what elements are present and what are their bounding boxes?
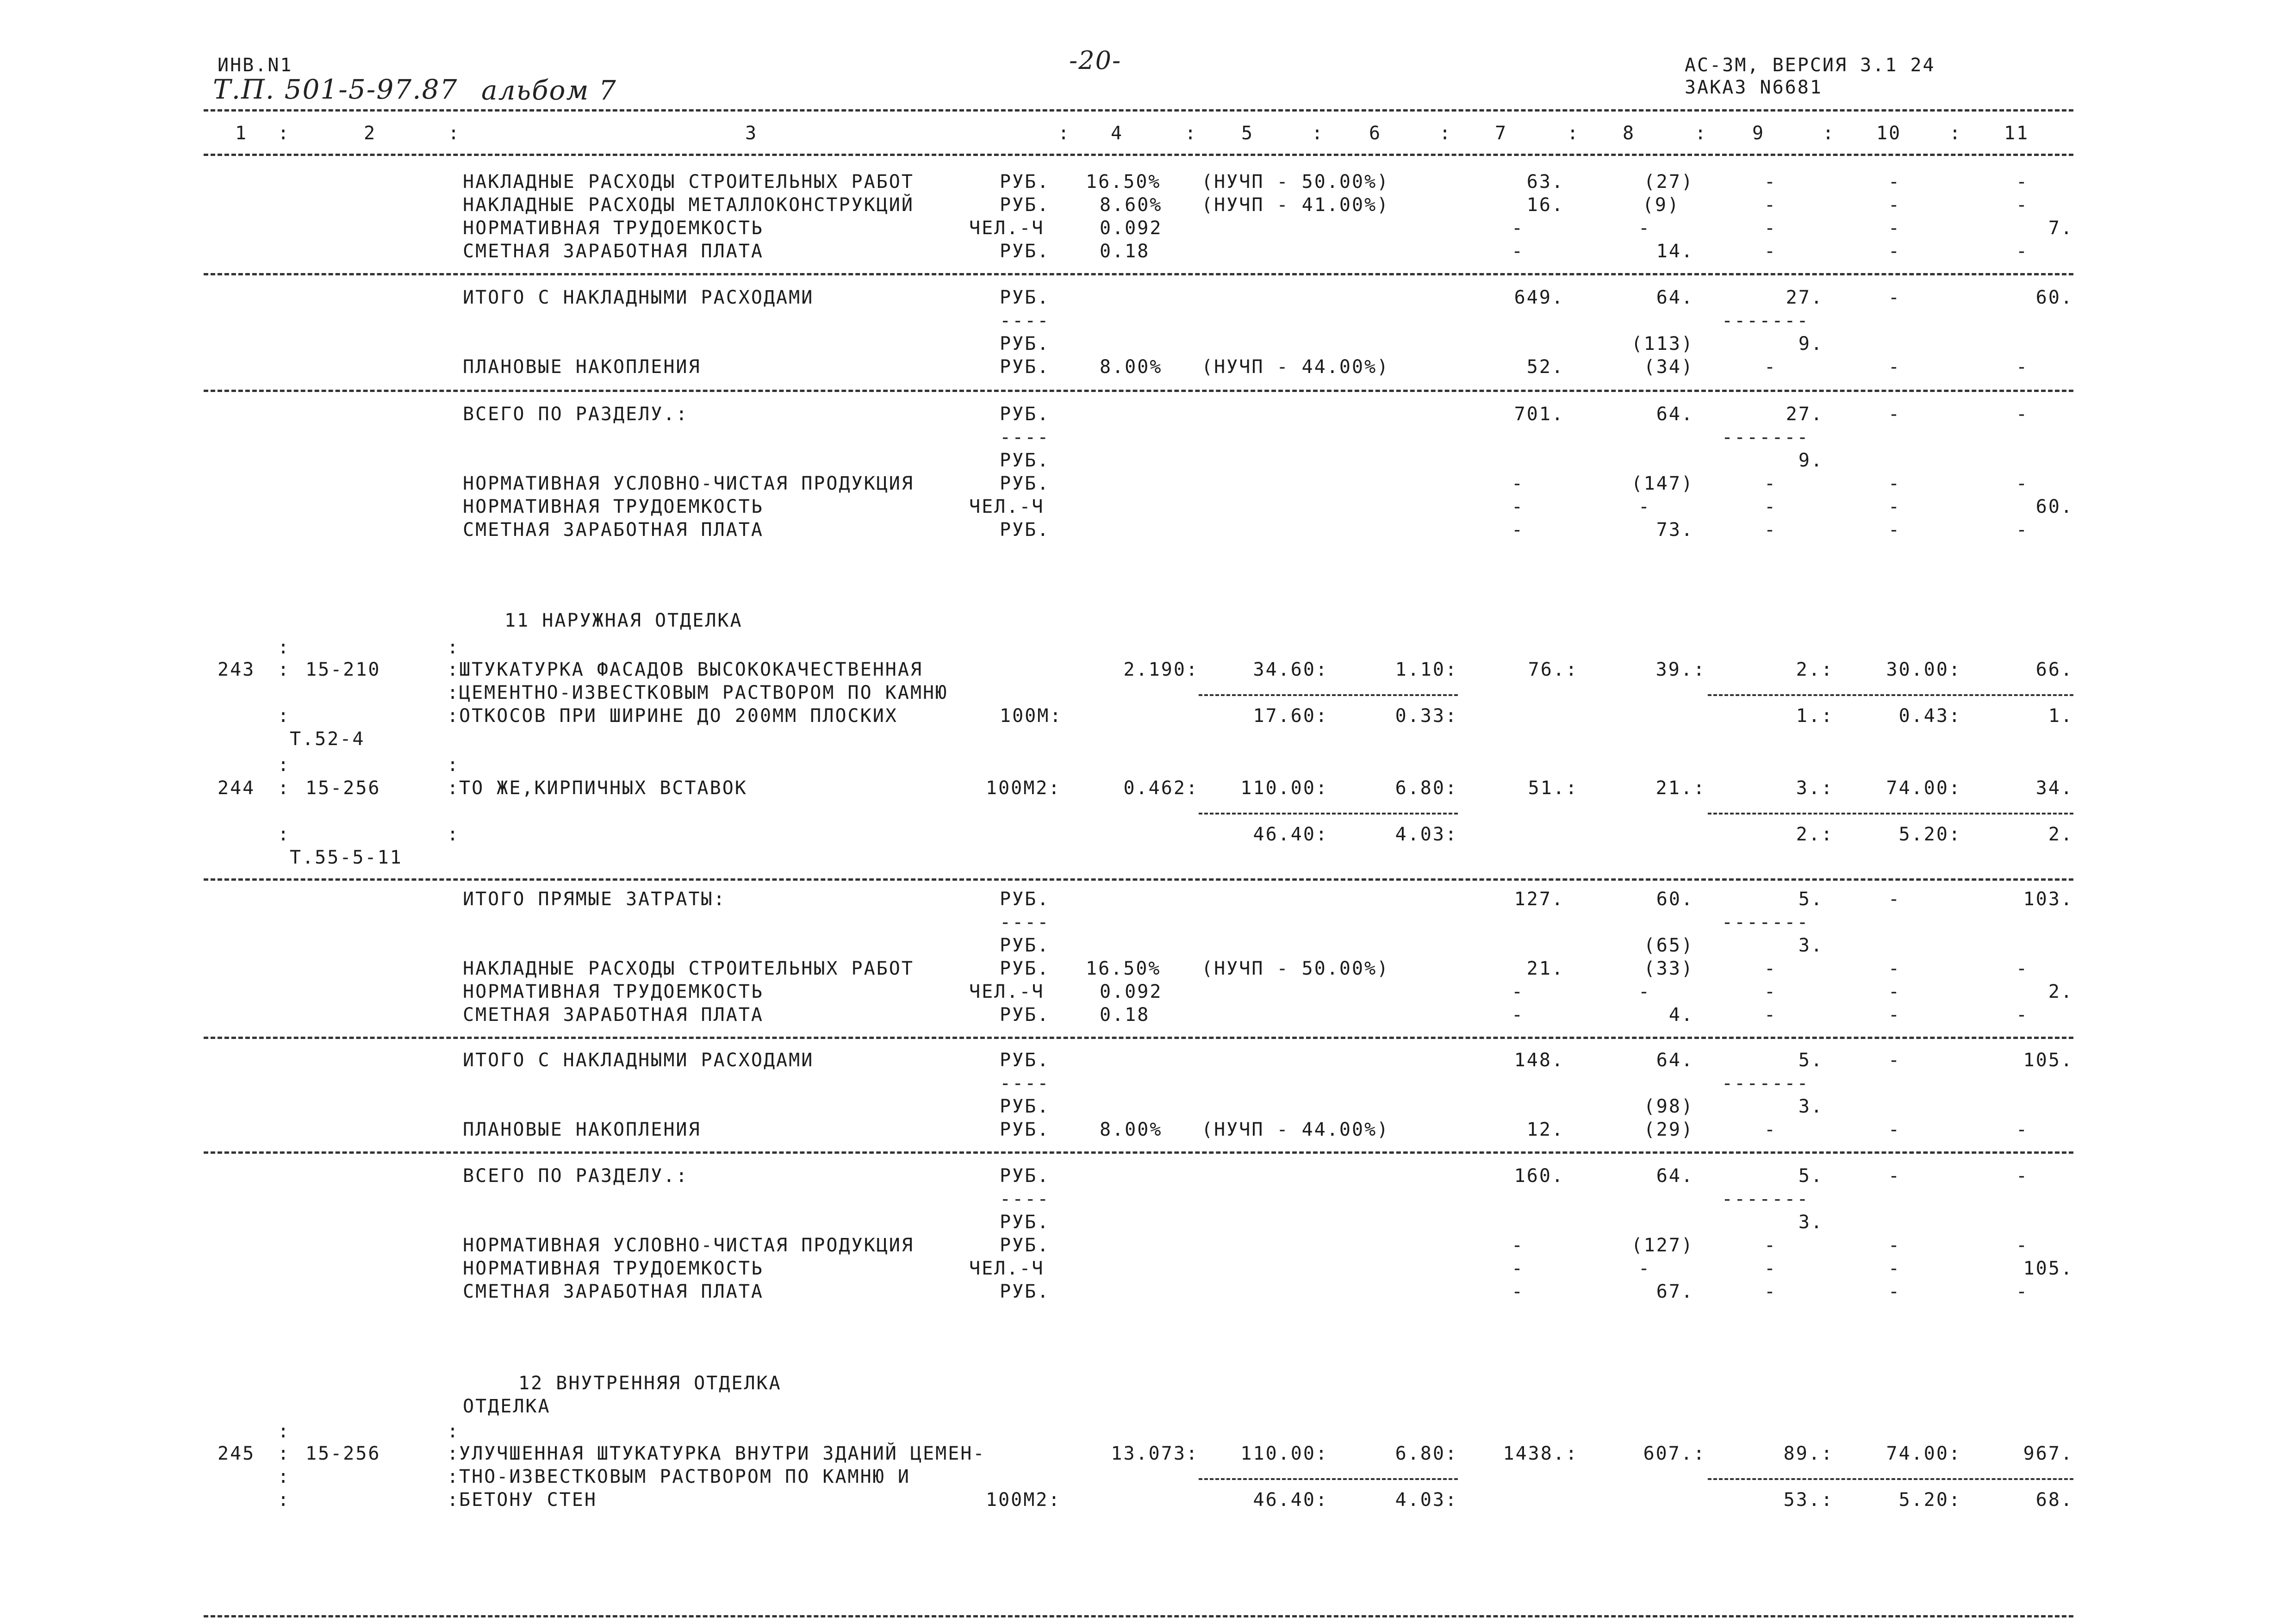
row-c4: 8.00% xyxy=(1100,356,1163,378)
row-c11: 103. xyxy=(2023,889,2073,910)
row-c11: - xyxy=(2016,473,2029,494)
row-c8: 4. xyxy=(1668,1004,1694,1026)
row-unit: РУБ. xyxy=(1000,935,1050,956)
item-c11: 66. xyxy=(2035,659,2073,680)
item-c11b: 2. xyxy=(2048,824,2073,845)
row-c9: - xyxy=(1764,519,1777,541)
row-c10: - xyxy=(1888,1119,1901,1140)
row-c7: 12. xyxy=(1526,1119,1564,1140)
row-unit: РУБ. xyxy=(1000,519,1050,541)
row-c10: - xyxy=(1888,1258,1901,1279)
row-c10: - xyxy=(1888,1004,1901,1026)
item-desc: БЕТОНУ СТЕН xyxy=(459,1489,597,1511)
item-c6b: 0.33: xyxy=(1395,705,1458,727)
row-name: СМЕТНАЯ ЗАРАБОТНАЯ ПЛАТА xyxy=(463,241,764,262)
row-c7: 148. xyxy=(1514,1050,1564,1071)
row-c10: - xyxy=(1888,171,1901,193)
row-c10: - xyxy=(1888,981,1901,1002)
col-sep: : xyxy=(278,123,291,144)
item-c8: 39.: xyxy=(1655,659,1706,680)
row-c9: - xyxy=(1764,958,1777,979)
c9-separator: ------- xyxy=(1722,427,1810,448)
row-name: НОРМАТИВНАЯ ТРУДОЕМКОСТЬ xyxy=(463,496,764,517)
col-9: 9 xyxy=(1752,123,1765,144)
col-sep: : xyxy=(1312,123,1325,144)
row-c9: - xyxy=(1764,218,1777,239)
row-unit: РУБ. xyxy=(1000,1165,1050,1187)
row-c10: - xyxy=(1888,1281,1901,1302)
item-c6: 6.80: xyxy=(1395,1443,1458,1464)
row-c11: - xyxy=(2016,356,2029,378)
item-c10: 74.00: xyxy=(1886,777,1961,799)
row-name: ПЛАНОВЫЕ НАКОПЛЕНИЯ xyxy=(463,356,701,378)
item-ref: Т.52-4 xyxy=(290,728,365,750)
col-sep: : xyxy=(1058,123,1071,144)
item-unit: 100М2: xyxy=(986,777,1061,799)
row-unit: РУБ. xyxy=(1000,287,1050,308)
item-c10b: 0.43: xyxy=(1898,705,1961,727)
col-1: 1 xyxy=(235,123,248,144)
row-c7: 701. xyxy=(1514,404,1564,425)
item-c11b: 68. xyxy=(2035,1489,2073,1511)
row-c9: - xyxy=(1764,496,1777,517)
item-ref: Т.55-5-11 xyxy=(290,847,403,868)
item-c5b: 46.40: xyxy=(1253,1489,1328,1511)
row-c9: - xyxy=(1764,1119,1777,1140)
row-c7: - xyxy=(1512,981,1524,1002)
row-c7: 127. xyxy=(1514,889,1564,910)
row-c11: 105. xyxy=(2023,1258,2073,1279)
item-c10b: 5.20: xyxy=(1898,1489,1961,1511)
row-unit: РУБ. xyxy=(1000,1281,1050,1302)
item-c6: 1.10: xyxy=(1395,659,1458,680)
header-rule-bottom xyxy=(204,154,2073,156)
rule xyxy=(204,1151,2073,1154)
row-c5: (НУЧП - 50.00%) xyxy=(1201,958,1390,979)
row-unit: ЧЕЛ.-Ч xyxy=(969,218,1045,239)
row-c9: 27. xyxy=(1786,287,1823,308)
row-c7: - xyxy=(1512,1004,1524,1026)
row-unit: РУБ. xyxy=(1000,1050,1050,1071)
album-label: альбом 7 xyxy=(481,75,617,106)
rule xyxy=(204,273,2073,275)
row-c11: - xyxy=(2016,519,2029,541)
c9-separator: ------- xyxy=(1722,1073,1810,1094)
row-c10: - xyxy=(1888,218,1901,239)
split-line xyxy=(1199,1478,1458,1480)
unit-separator: ---- xyxy=(1000,1073,1050,1094)
col-3: 3 xyxy=(745,123,758,144)
col-sep: : xyxy=(1567,123,1580,144)
colon-marks: : xyxy=(278,777,291,799)
row-c9: - xyxy=(1764,1235,1777,1256)
item-c11: 34. xyxy=(2035,777,2073,799)
item-number: 243 xyxy=(218,659,255,680)
row-c8: (29) xyxy=(1643,1119,1694,1140)
program-version: АС-3М, ВЕРСИЯ 3.1 24 xyxy=(1685,55,1935,76)
row-c9b: 9. xyxy=(1798,450,1823,471)
row-c7: - xyxy=(1512,496,1524,517)
rule xyxy=(204,1037,2073,1039)
section-subtitle: ОТДЕЛКА xyxy=(463,1396,551,1417)
row-c10: - xyxy=(1888,1050,1901,1071)
row-name: СМЕТНАЯ ЗАРАБОТНАЯ ПЛАТА xyxy=(463,1281,764,1302)
item-code: 15-256 xyxy=(305,1443,381,1464)
row-c7: 63. xyxy=(1526,171,1564,193)
row-unit: РУБ. xyxy=(1000,194,1050,216)
item-c9b: 2.: xyxy=(1796,824,1834,845)
row-c10: - xyxy=(1888,958,1901,979)
unit-separator: ---- xyxy=(1000,1188,1050,1210)
row-unit: РУБ. xyxy=(1000,1096,1050,1117)
row-c7: - xyxy=(1512,218,1524,239)
row-name: НОРМАТИВНАЯ ТРУДОЕМКОСТЬ xyxy=(463,218,764,239)
row-unit: РУБ. xyxy=(1000,1212,1050,1233)
colon-marks: : xyxy=(278,637,291,658)
row-name: ИТОГО С НАКЛАДНЫМИ РАСХОДАМИ xyxy=(463,1050,814,1071)
row-c11: - xyxy=(2016,241,2029,262)
row-name: ВСЕГО ПО РАЗДЕЛУ.: xyxy=(463,404,689,425)
row-name: ВСЕГО ПО РАЗДЕЛУ.: xyxy=(463,1165,689,1187)
c9-separator: ------- xyxy=(1722,912,1810,933)
item-c6b: 4.03: xyxy=(1395,824,1458,845)
row-c10: - xyxy=(1888,241,1901,262)
section-title: 11 НАРУЖНАЯ ОТДЕЛКА xyxy=(504,610,743,631)
col-10: 10 xyxy=(1876,123,1902,144)
item-c7: 1438.: xyxy=(1503,1443,1578,1464)
col-2: 2 xyxy=(364,123,377,144)
colon-marks: : xyxy=(447,1489,460,1511)
row-c4: 16.50% xyxy=(1086,958,1161,979)
item-number: 244 xyxy=(218,777,255,799)
item-c9: 2.: xyxy=(1796,659,1834,680)
colon-marks: : xyxy=(447,1421,460,1442)
col-4: 4 xyxy=(1111,123,1124,144)
item-desc: ЦЕМЕНТНО-ИЗВЕСТКОВЫМ РАСТВОРОМ ПО КАМНЮ xyxy=(459,682,948,703)
row-c7: 21. xyxy=(1526,958,1564,979)
row-name: НАКЛАДНЫЕ РАСХОДЫ СТРОИТЕЛЬНЫХ РАБОТ xyxy=(463,958,914,979)
row-c8: - xyxy=(1638,496,1651,517)
row-c8: 64. xyxy=(1656,1165,1694,1187)
item-c7: 51.: xyxy=(1528,777,1578,799)
row-name: НОРМАТИВНАЯ УСЛОВНО-ЧИСТАЯ ПРОДУКЦИЯ xyxy=(463,1235,914,1256)
row-c11: - xyxy=(2016,1004,2029,1026)
row-unit: ЧЕЛ.-Ч xyxy=(969,496,1045,517)
row-c7: - xyxy=(1512,519,1524,541)
row-c7: - xyxy=(1512,1235,1524,1256)
item-c6b: 4.03: xyxy=(1395,1489,1458,1511)
unit-separator: ---- xyxy=(1000,912,1050,933)
item-c5: 110.00: xyxy=(1240,777,1328,799)
row-c7: 160. xyxy=(1514,1165,1564,1187)
row-unit: РУБ. xyxy=(1000,1119,1050,1140)
order-number: ЗАКАЗ N6681 xyxy=(1685,77,1823,98)
row-c5: (НУЧП - 41.00%) xyxy=(1201,194,1390,216)
item-c9b: 53.: xyxy=(1783,1489,1834,1511)
item-c4: 2.190: xyxy=(1123,659,1199,680)
split-line xyxy=(1199,694,1458,696)
item-number: 245 xyxy=(218,1443,255,1464)
row-c7: 52. xyxy=(1526,356,1564,378)
colon-marks: : xyxy=(447,754,460,776)
page-number: -20- xyxy=(1069,46,1122,75)
row-c10: - xyxy=(1888,473,1901,494)
split-line xyxy=(1708,813,2073,815)
row-name: НОРМАТИВНАЯ ТРУДОЕМКОСТЬ xyxy=(463,981,764,1002)
col-8: 8 xyxy=(1623,123,1636,144)
row-c11: - xyxy=(2016,1165,2029,1187)
row-unit: РУБ. xyxy=(1000,171,1050,193)
row-name: ПЛАНОВЫЕ НАКОПЛЕНИЯ xyxy=(463,1119,701,1140)
col-sep: : xyxy=(1823,123,1836,144)
row-c8: (33) xyxy=(1643,958,1694,979)
row-c11: 60. xyxy=(2035,496,2073,517)
row-unit: РУБ. xyxy=(1000,1004,1050,1026)
colon-marks: : xyxy=(447,637,460,658)
row-c9: - xyxy=(1764,171,1777,193)
inventory-number: ИНВ.N1 xyxy=(218,55,293,76)
row-unit: РУБ. xyxy=(1000,356,1050,378)
row-name: НОРМАТИВНАЯ УСЛОВНО-ЧИСТАЯ ПРОДУКЦИЯ xyxy=(463,473,914,494)
page-footer-rule xyxy=(204,1615,2073,1617)
row-c8: - xyxy=(1638,981,1651,1002)
row-c9: - xyxy=(1764,473,1777,494)
row-c11: 2. xyxy=(2048,981,2073,1002)
row-unit: РУБ. xyxy=(1000,404,1050,425)
row-c11: 7. xyxy=(2048,218,2073,239)
row-c4: 0.18 xyxy=(1100,241,1150,262)
row-c7: - xyxy=(1512,1258,1524,1279)
row-c10: - xyxy=(1888,1165,1901,1187)
item-desc: ШТУКАТУРКА ФАСАДОВ ВЫСОКОКАЧЕСТВЕННАЯ xyxy=(459,659,923,680)
colon-marks: : xyxy=(447,1466,460,1487)
row-c8: (127) xyxy=(1631,1235,1694,1256)
split-line xyxy=(1708,1478,2073,1480)
col-sep: : xyxy=(1949,123,1962,144)
row-c11: - xyxy=(2016,1235,2029,1256)
row-c8: 67. xyxy=(1656,1281,1694,1302)
rule xyxy=(204,390,2073,392)
row-name: ИТОГО С НАКЛАДНЫМИ РАСХОДАМИ xyxy=(463,287,814,308)
row-unit: РУБ. xyxy=(1000,333,1050,354)
row-c9: 27. xyxy=(1786,404,1823,425)
row-name: СМЕТНАЯ ЗАРАБОТНАЯ ПЛАТА xyxy=(463,1004,764,1026)
row-c8: (147) xyxy=(1631,473,1694,494)
item-c8: 607.: xyxy=(1643,1443,1706,1464)
col-sep: : xyxy=(448,123,461,144)
row-c7: - xyxy=(1512,473,1524,494)
row-c8: 60. xyxy=(1656,889,1694,910)
item-code: 15-210 xyxy=(305,659,381,680)
section-title: 12 ВНУТРЕННЯЯ ОТДЕЛКА xyxy=(518,1373,782,1394)
item-c4: 0.462: xyxy=(1123,777,1199,799)
row-c7: 649. xyxy=(1514,287,1564,308)
row-c5: (НУЧП - 50.00%) xyxy=(1201,171,1390,193)
row-c4: 0.092 xyxy=(1100,981,1163,1002)
row-c9b: 9. xyxy=(1798,333,1823,354)
row-c7: - xyxy=(1512,241,1524,262)
item-desc: ТО ЖЕ,КИРПИЧНЫХ ВСТАВОК xyxy=(459,777,747,799)
item-c5: 110.00: xyxy=(1240,1443,1328,1464)
colon-marks: : xyxy=(447,659,460,680)
row-c9b: 3. xyxy=(1798,935,1823,956)
col-7: 7 xyxy=(1495,123,1508,144)
item-c9: 3.: xyxy=(1796,777,1834,799)
colon-marks: : xyxy=(447,705,460,727)
row-c9: - xyxy=(1764,241,1777,262)
colon-marks: : xyxy=(447,777,460,799)
row-c8: 73. xyxy=(1656,519,1694,541)
row-unit: РУБ. xyxy=(1000,473,1050,494)
col-sep: : xyxy=(1439,123,1452,144)
row-unit: ЧЕЛ.-Ч xyxy=(969,981,1045,1002)
row-name: НАКЛАДНЫЕ РАСХОДЫ СТРОИТЕЛЬНЫХ РАБОТ xyxy=(463,171,914,193)
col-sep: : xyxy=(1185,123,1198,144)
row-c9b: 3. xyxy=(1798,1096,1823,1117)
item-desc: УЛУЧШЕННАЯ ШТУКАТУРКА ВНУТРИ ЗДАНИЙ ЦЕМЕН- xyxy=(459,1443,986,1464)
row-c8: - xyxy=(1638,1258,1651,1279)
row-name: ИТОГО ПРЯМЫЕ ЗАТРАТЫ: xyxy=(463,889,726,910)
col-6: 6 xyxy=(1369,123,1382,144)
row-unit: РУБ. xyxy=(1000,241,1050,262)
colon-marks: : xyxy=(278,1443,291,1464)
row-c5: (НУЧП - 44.00%) xyxy=(1201,356,1390,378)
item-c5: 34.60: xyxy=(1253,659,1328,680)
row-c11: - xyxy=(2016,1281,2029,1302)
row-c8: (34) xyxy=(1643,356,1694,378)
row-c4: 8.60% xyxy=(1100,194,1163,216)
row-name: НОРМАТИВНАЯ ТРУДОЕМКОСТЬ xyxy=(463,1258,764,1279)
item-c10: 74.00: xyxy=(1886,1443,1961,1464)
colon-marks: : xyxy=(278,824,291,845)
unit-separator: ---- xyxy=(1000,310,1050,331)
item-c10: 30.00: xyxy=(1886,659,1961,680)
colon-marks: : xyxy=(278,754,291,776)
row-unit: ЧЕЛ.-Ч xyxy=(969,1258,1045,1279)
colon-marks: : xyxy=(278,1466,291,1487)
colon-marks: : xyxy=(278,1421,291,1442)
row-c11: - xyxy=(2016,171,2029,193)
row-c4: 0.18 xyxy=(1100,1004,1150,1026)
row-c8: 14. xyxy=(1656,241,1694,262)
row-c4: 16.50% xyxy=(1086,171,1161,193)
row-unit: РУБ. xyxy=(1000,450,1050,471)
row-c8: 64. xyxy=(1656,1050,1694,1071)
row-c8: (27) xyxy=(1643,171,1694,193)
row-c8: (9) xyxy=(1642,194,1680,216)
rule xyxy=(204,878,2073,881)
row-c10: - xyxy=(1888,287,1901,308)
item-c4: 13.073: xyxy=(1111,1443,1199,1464)
colon-marks: : xyxy=(447,1443,460,1464)
header-rule-top xyxy=(204,109,2073,112)
row-c4: 0.092 xyxy=(1100,218,1163,239)
row-name: СМЕТНАЯ ЗАРАБОТНАЯ ПЛАТА xyxy=(463,519,764,541)
row-unit: РУБ. xyxy=(1000,1235,1050,1256)
row-c9: - xyxy=(1764,1258,1777,1279)
project-number: Т.П. 501-5-97.87 xyxy=(213,74,458,105)
row-c10: - xyxy=(1888,496,1901,517)
row-c10: - xyxy=(1888,194,1901,216)
colon-marks: : xyxy=(278,1489,291,1511)
row-c8: 64. xyxy=(1656,404,1694,425)
c9-separator: ------- xyxy=(1722,1188,1810,1210)
row-c8b: (98) xyxy=(1643,1096,1694,1117)
c9-separator: ------- xyxy=(1722,310,1810,331)
row-c10: - xyxy=(1888,519,1901,541)
row-c9: - xyxy=(1764,194,1777,216)
col-11: 11 xyxy=(2004,123,2029,144)
row-c8: 64. xyxy=(1656,287,1694,308)
row-c10: - xyxy=(1888,356,1901,378)
col-sep: : xyxy=(1695,123,1708,144)
row-c10: - xyxy=(1888,404,1901,425)
row-c11: 105. xyxy=(2023,1050,2073,1071)
unit-separator: ---- xyxy=(1000,427,1050,448)
colon-marks: : xyxy=(278,659,291,680)
item-c11: 967. xyxy=(2023,1443,2073,1464)
item-c11b: 1. xyxy=(2048,705,2073,727)
item-c8: 21.: xyxy=(1655,777,1706,799)
split-line xyxy=(1199,813,1458,815)
row-c8: - xyxy=(1638,218,1651,239)
row-c11: - xyxy=(2016,1119,2029,1140)
item-c10b: 5.20: xyxy=(1898,824,1961,845)
row-c9: - xyxy=(1764,1004,1777,1026)
item-c9b: 1.: xyxy=(1796,705,1834,727)
row-c10: - xyxy=(1888,1235,1901,1256)
split-line xyxy=(1708,694,2073,696)
row-c5: (НУЧП - 44.00%) xyxy=(1201,1119,1390,1140)
row-c11: 60. xyxy=(2035,287,2073,308)
item-desc: ТНО-ИЗВЕСТКОВЫМ РАСТВОРОМ ПО КАМНЮ И xyxy=(459,1466,910,1487)
row-c7: - xyxy=(1512,1281,1524,1302)
row-c8b: (65) xyxy=(1643,935,1694,956)
item-unit: 100М2: xyxy=(986,1489,1061,1511)
item-desc: ОТКОСОВ ПРИ ШИРИНЕ ДО 200ММ ПЛОСКИХ xyxy=(459,705,898,727)
row-c8b: (113) xyxy=(1631,333,1694,354)
row-unit: РУБ. xyxy=(1000,889,1050,910)
colon-marks: : xyxy=(278,705,291,727)
item-c5b: 17.60: xyxy=(1253,705,1328,727)
item-c5b: 46.40: xyxy=(1253,824,1328,845)
colon-marks: : xyxy=(447,682,460,703)
row-c9: 5. xyxy=(1798,1050,1823,1071)
row-c9: - xyxy=(1764,356,1777,378)
row-c9b: 3. xyxy=(1798,1212,1823,1233)
item-code: 15-256 xyxy=(305,777,381,799)
row-c10: - xyxy=(1888,889,1901,910)
row-c4: 8.00% xyxy=(1100,1119,1163,1140)
row-name: НАКЛАДНЫЕ РАСХОДЫ МЕТАЛЛОКОНСТРУКЦИЙ xyxy=(463,194,914,216)
row-c11: - xyxy=(2016,194,2029,216)
row-c9: 5. xyxy=(1798,1165,1823,1187)
col-5: 5 xyxy=(1241,123,1254,144)
row-unit: РУБ. xyxy=(1000,958,1050,979)
item-c7: 76.: xyxy=(1528,659,1578,680)
row-c9: 5. xyxy=(1798,889,1823,910)
item-c6: 6.80: xyxy=(1395,777,1458,799)
row-c9: - xyxy=(1764,981,1777,1002)
row-c9: - xyxy=(1764,1281,1777,1302)
item-c9: 89.: xyxy=(1783,1443,1834,1464)
row-c7: 16. xyxy=(1526,194,1564,216)
row-c11: - xyxy=(2016,958,2029,979)
colon-marks: : xyxy=(447,824,460,845)
row-c11: - xyxy=(2016,404,2029,425)
item-unit: 100М: xyxy=(1000,705,1063,727)
